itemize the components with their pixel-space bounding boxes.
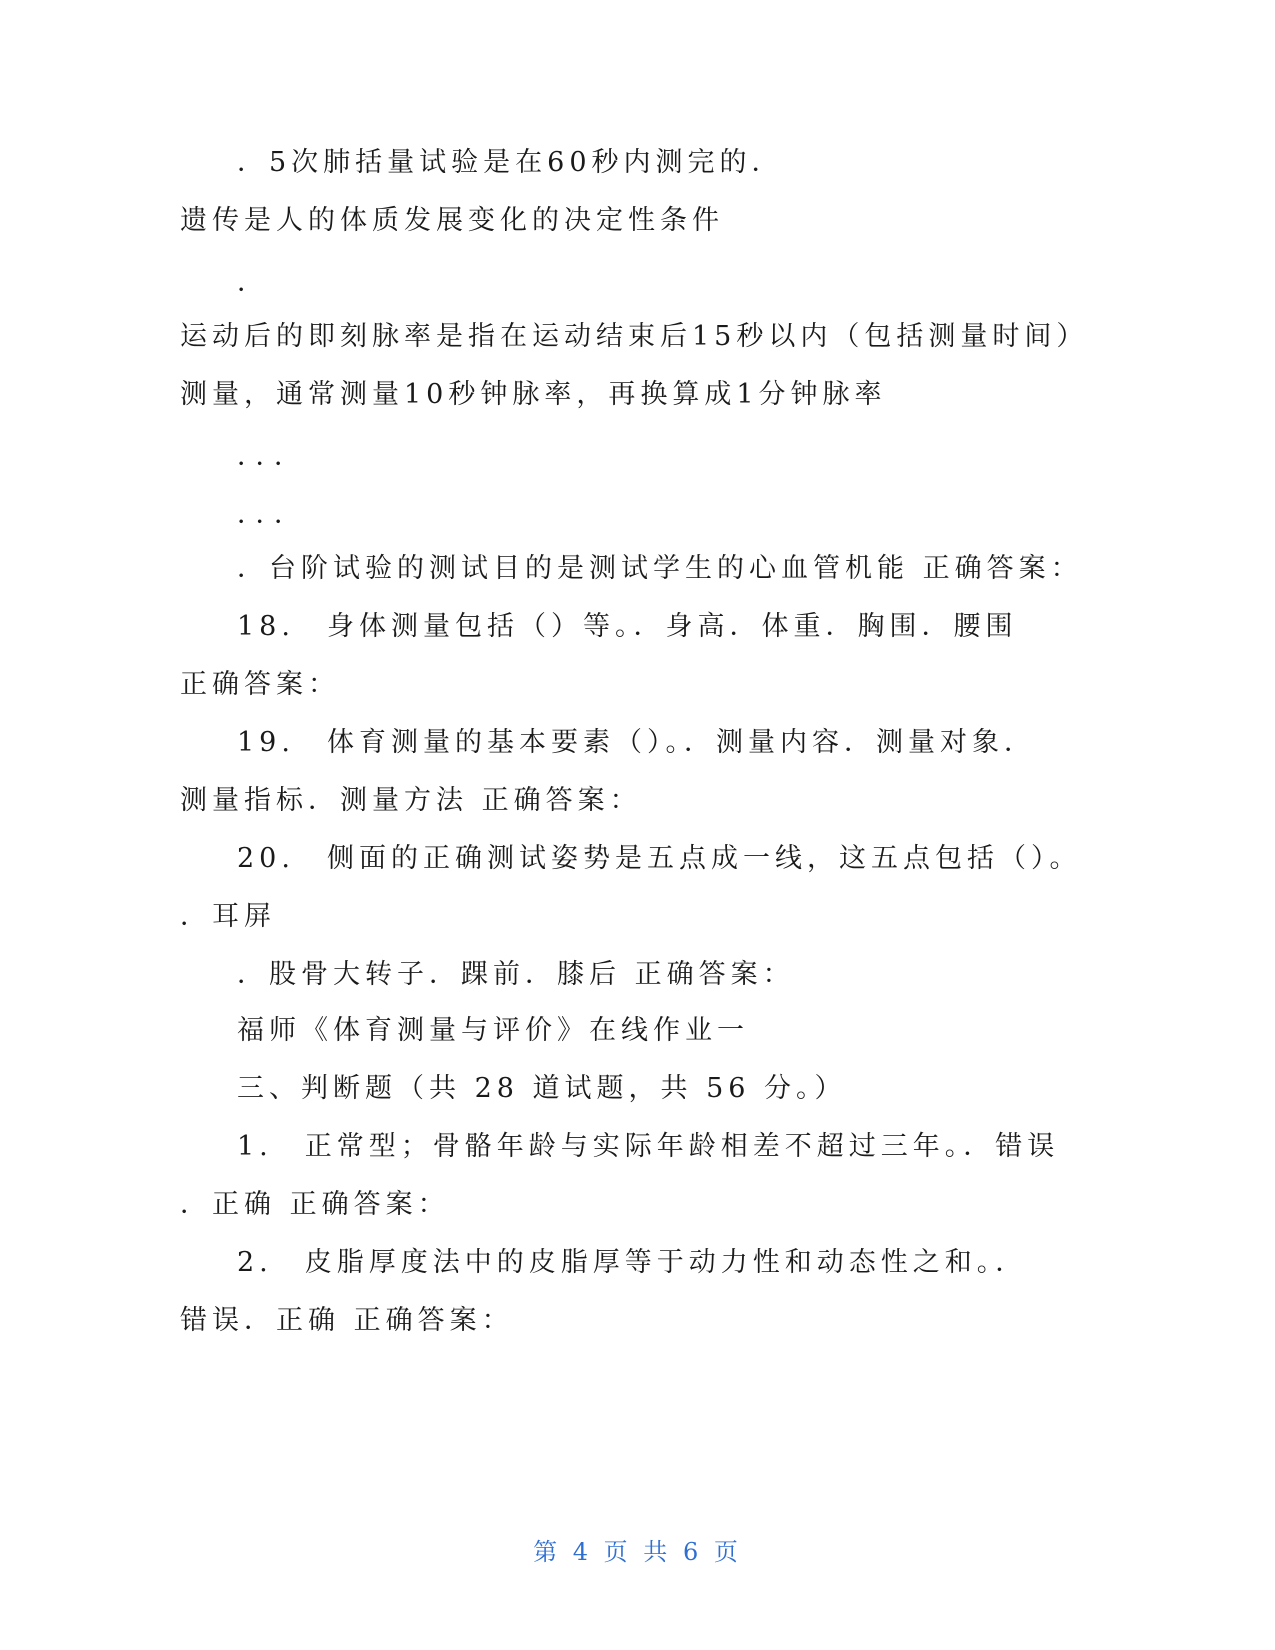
tf-question-1-options: ．正确 正确答案： [180, 1189, 450, 1220]
text-line-dot: ． [237, 267, 269, 298]
text-line-lung-capacity: ．5次肺括量试验是在60秒内测完的． [237, 147, 784, 178]
footer-middle: 页 共 [603, 1538, 672, 1566]
question-19: 19. 体育测量的基本要素（）。．测量内容．测量对象． [237, 727, 1036, 758]
text-line-pulse-rate-2: 测量，通常测量10秒钟脉率，再换算成1分钟脉率 [180, 379, 887, 410]
text-line-pulse-rate-1: 运动后的即刻脉率是指在运动结束后15秒以内（包括测量时间） [180, 321, 1089, 352]
tf-question-1: 1. 正常型；骨骼年龄与实际年龄相差不超过三年。．错误 [237, 1131, 1060, 1162]
question-18: 18. 身体测量包括（）等。．身高．体重．胸围．腰围 [237, 611, 1018, 642]
footer-suffix: 页 [713, 1538, 742, 1566]
question-18-answer: 正确答案： [180, 669, 340, 700]
footer-current-page: 4 [572, 1538, 593, 1566]
question-20-option-ear: ．耳屏 [180, 901, 276, 932]
question-20: 20. 侧面的正确测试姿势是五点成一线，这五点包括（）。 [237, 843, 1082, 874]
question-20-options: ．股骨大转子．踝前．膝后 正确答案： [237, 959, 795, 990]
question-19-continued: 测量指标．测量方法 正确答案： [180, 785, 642, 816]
tf-question-2-options: 错误．正确 正确答案： [180, 1305, 514, 1336]
text-line-heredity: 遗传是人的体质发展变化的决定性条件 [180, 205, 724, 236]
footer-total-pages: 6 [682, 1538, 703, 1566]
text-line-ellipsis-2: ．．． [237, 499, 306, 530]
footer-prefix: 第 [533, 1538, 562, 1566]
text-line-ellipsis-1: ．．． [237, 441, 306, 472]
section-heading-true-false: 三、判断题（共 28 道试题，共 56 分。） [237, 1073, 847, 1104]
tf-question-2: 2. 皮脂厚度法中的皮脂厚等于动力性和动态性之和。． [237, 1247, 1028, 1278]
section-title-course: 福师《体育测量与评价》在线作业一 [237, 1015, 749, 1046]
text-line-step-test: ．台阶试验的测试目的是测试学生的心血管机能 正确答案： [237, 553, 1083, 584]
page-footer [0, 1532, 1275, 1567]
